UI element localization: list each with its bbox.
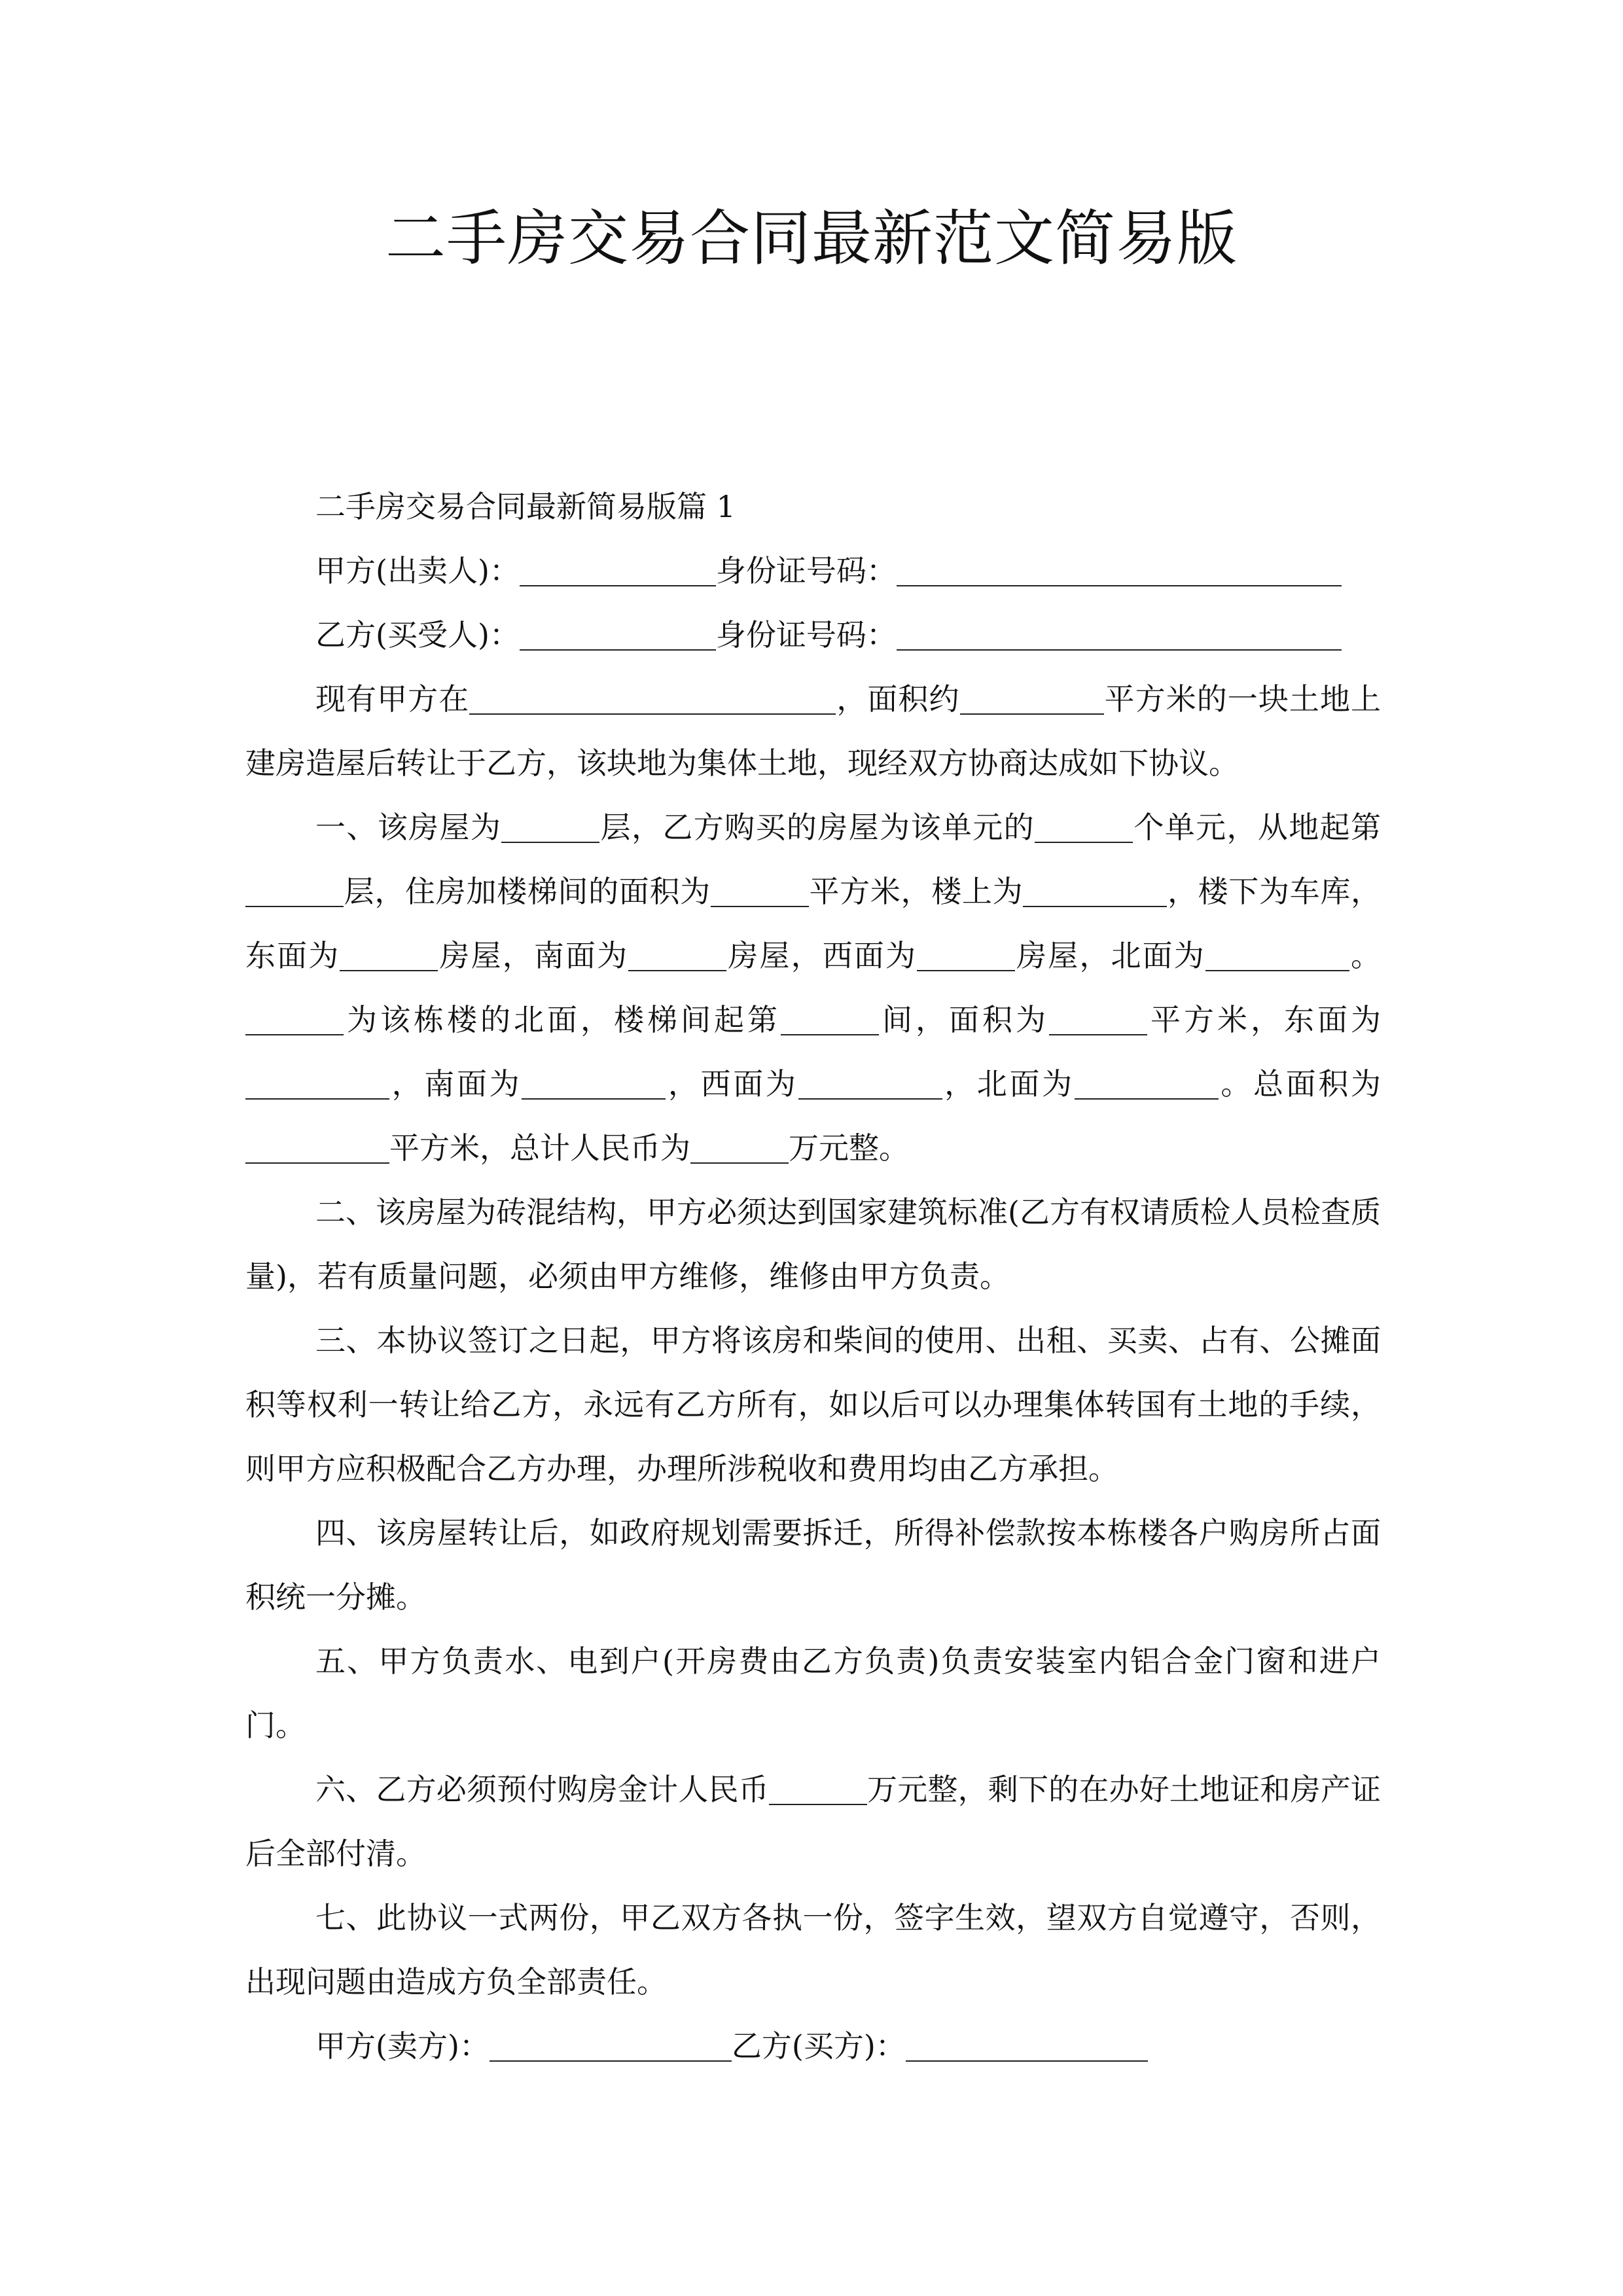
buyer-sign-blank xyxy=(906,2032,1148,2062)
clause-1-text: 房屋，南面为 xyxy=(438,938,629,973)
seller-sign-label: 甲方(卖方)： xyxy=(315,2028,490,2064)
clause-1-text: 房屋，北面为 xyxy=(1015,938,1205,973)
intro-text-2: ，面积约 xyxy=(836,681,960,717)
party-a-id-blank xyxy=(897,556,1342,586)
clause-2: 二、该房屋为砖混结构，甲方必须达到国家建筑标准(乙方有权请质检人员检查质量)，若有质量问题，必须由甲方维修，维修由甲方负责。 xyxy=(245,1194,1381,1294)
floors-blank xyxy=(501,813,599,843)
clause-5: 五、甲方负责水、电到户(开房费由乙方负责)负责安装室内铝合金门窗和进户门。 xyxy=(245,1643,1381,1743)
east-blank xyxy=(340,941,438,971)
clause-1-text: 为该栋楼的北面，楼梯间起第 xyxy=(344,1002,781,1037)
clause-1-text: 万元整。 xyxy=(789,1130,909,1166)
deposit-blank xyxy=(769,1775,867,1805)
clause-1-text: 层，乙方购买的房屋为该单元的 xyxy=(599,810,1035,845)
west-blank xyxy=(917,941,1015,971)
party-b-id-label: 身份证号码： xyxy=(715,617,897,653)
clause-1-text: 房屋，西面为 xyxy=(726,938,918,973)
stair-south-blank xyxy=(522,1069,666,1100)
clause-1-text: ，北面为 xyxy=(942,1066,1075,1102)
stair-area-blank xyxy=(1049,1005,1147,1035)
south-blank xyxy=(628,941,726,971)
clause-1-text: 。 xyxy=(1349,938,1382,973)
floor-number-blank xyxy=(245,877,344,907)
clause-4: 四、该房屋转让后，如政府规划需要拆迁，所得补偿款按本栋楼各户购房所占面积统一分摊。 xyxy=(245,1515,1381,1615)
clause-1-text: 平方米，楼上为 xyxy=(808,874,1024,909)
party-a-id-label: 身份证号码： xyxy=(715,553,897,588)
clause-1-text: 间，面积为 xyxy=(879,1002,1049,1037)
clause-6-text: 六、乙方必须预付购房金计人民币 xyxy=(315,1772,769,1807)
stair-west-blank xyxy=(798,1069,942,1100)
document-body xyxy=(245,475,1381,2078)
clause-1-text: ，南面为 xyxy=(389,1066,522,1102)
buyer-sign-label: 乙方(买方)： xyxy=(731,2028,906,2064)
party-b-label: 乙方(买受人)： xyxy=(315,617,520,653)
clause-1-text: 。总面积为 xyxy=(1218,1066,1382,1102)
party-b-id-blank xyxy=(897,620,1342,651)
north-blank xyxy=(1205,941,1349,971)
seller-sign-blank xyxy=(490,2032,732,2062)
party-b-line xyxy=(245,603,1381,667)
intro-text-1: 现有甲方在 xyxy=(315,681,470,717)
party-a-name-blank xyxy=(520,556,716,586)
unit-blank xyxy=(1035,813,1133,843)
clause-1-text: 平方米，总计人民币为 xyxy=(389,1130,690,1166)
clause-3: 三、本协议签订之日起，甲方将该房和柴间的使用、出租、买卖、占有、公摊面积等权利一转让给乙方，永远有乙方所有，如以后可以办理集体转国有土地的手续，则甲方应积极配合乙方办理，办理所涉税收和费用均由乙方承担。 xyxy=(245,1323,1381,1486)
clause-6-text: 万元整，剩下的在办好土地证和房产证后全部付清。 xyxy=(245,1772,1381,1871)
signature-line xyxy=(245,2014,1381,2078)
intro-paragraph xyxy=(245,667,1381,795)
clause-1-text: ，西面为 xyxy=(666,1066,798,1102)
total-area-blank xyxy=(245,1134,389,1164)
clause-1-text: 层，住房加楼梯间的面积为 xyxy=(344,874,711,909)
intro-text-3: 平方米的一块土地上建房造屋后转让于乙方，该块地为集体土地，现经双方协商达成如下协议。 xyxy=(245,681,1382,781)
stair-east-blank xyxy=(245,1069,389,1100)
location-blank xyxy=(469,685,836,715)
party-a-line xyxy=(245,539,1381,603)
north-unit-blank xyxy=(245,1005,344,1035)
clause-6 xyxy=(245,1757,1381,1886)
party-a-label: 甲方(出卖人)： xyxy=(315,553,520,588)
land-area-blank xyxy=(960,685,1104,715)
document-title: 二手房交易合同最新范文简易版 xyxy=(385,204,1238,274)
upstairs-blank xyxy=(1023,877,1167,907)
clause-1-text: 个单元，从地起第 xyxy=(1132,810,1382,845)
clause-1 xyxy=(245,795,1381,1180)
residence-area-blank xyxy=(711,877,809,907)
clause-1-text: ，楼下为车库，东面为 xyxy=(245,874,1382,973)
party-b-name-blank xyxy=(520,620,716,651)
stair-north-blank xyxy=(1075,1069,1219,1100)
section-heading: 二手房交易合同最新简易版篇 1 xyxy=(315,489,736,524)
clause-7: 七、此协议一式两份，甲乙双方各执一份，签字生效，望双方自觉遵守，否则，出现问题由造成方负全部责任。 xyxy=(245,1900,1381,2000)
total-price-blank xyxy=(690,1134,789,1164)
clause-1-text: 平方米，东面为 xyxy=(1147,1002,1381,1037)
clause-1-text: 一、该房屋为 xyxy=(315,810,502,845)
stair-room-blank xyxy=(781,1005,879,1035)
